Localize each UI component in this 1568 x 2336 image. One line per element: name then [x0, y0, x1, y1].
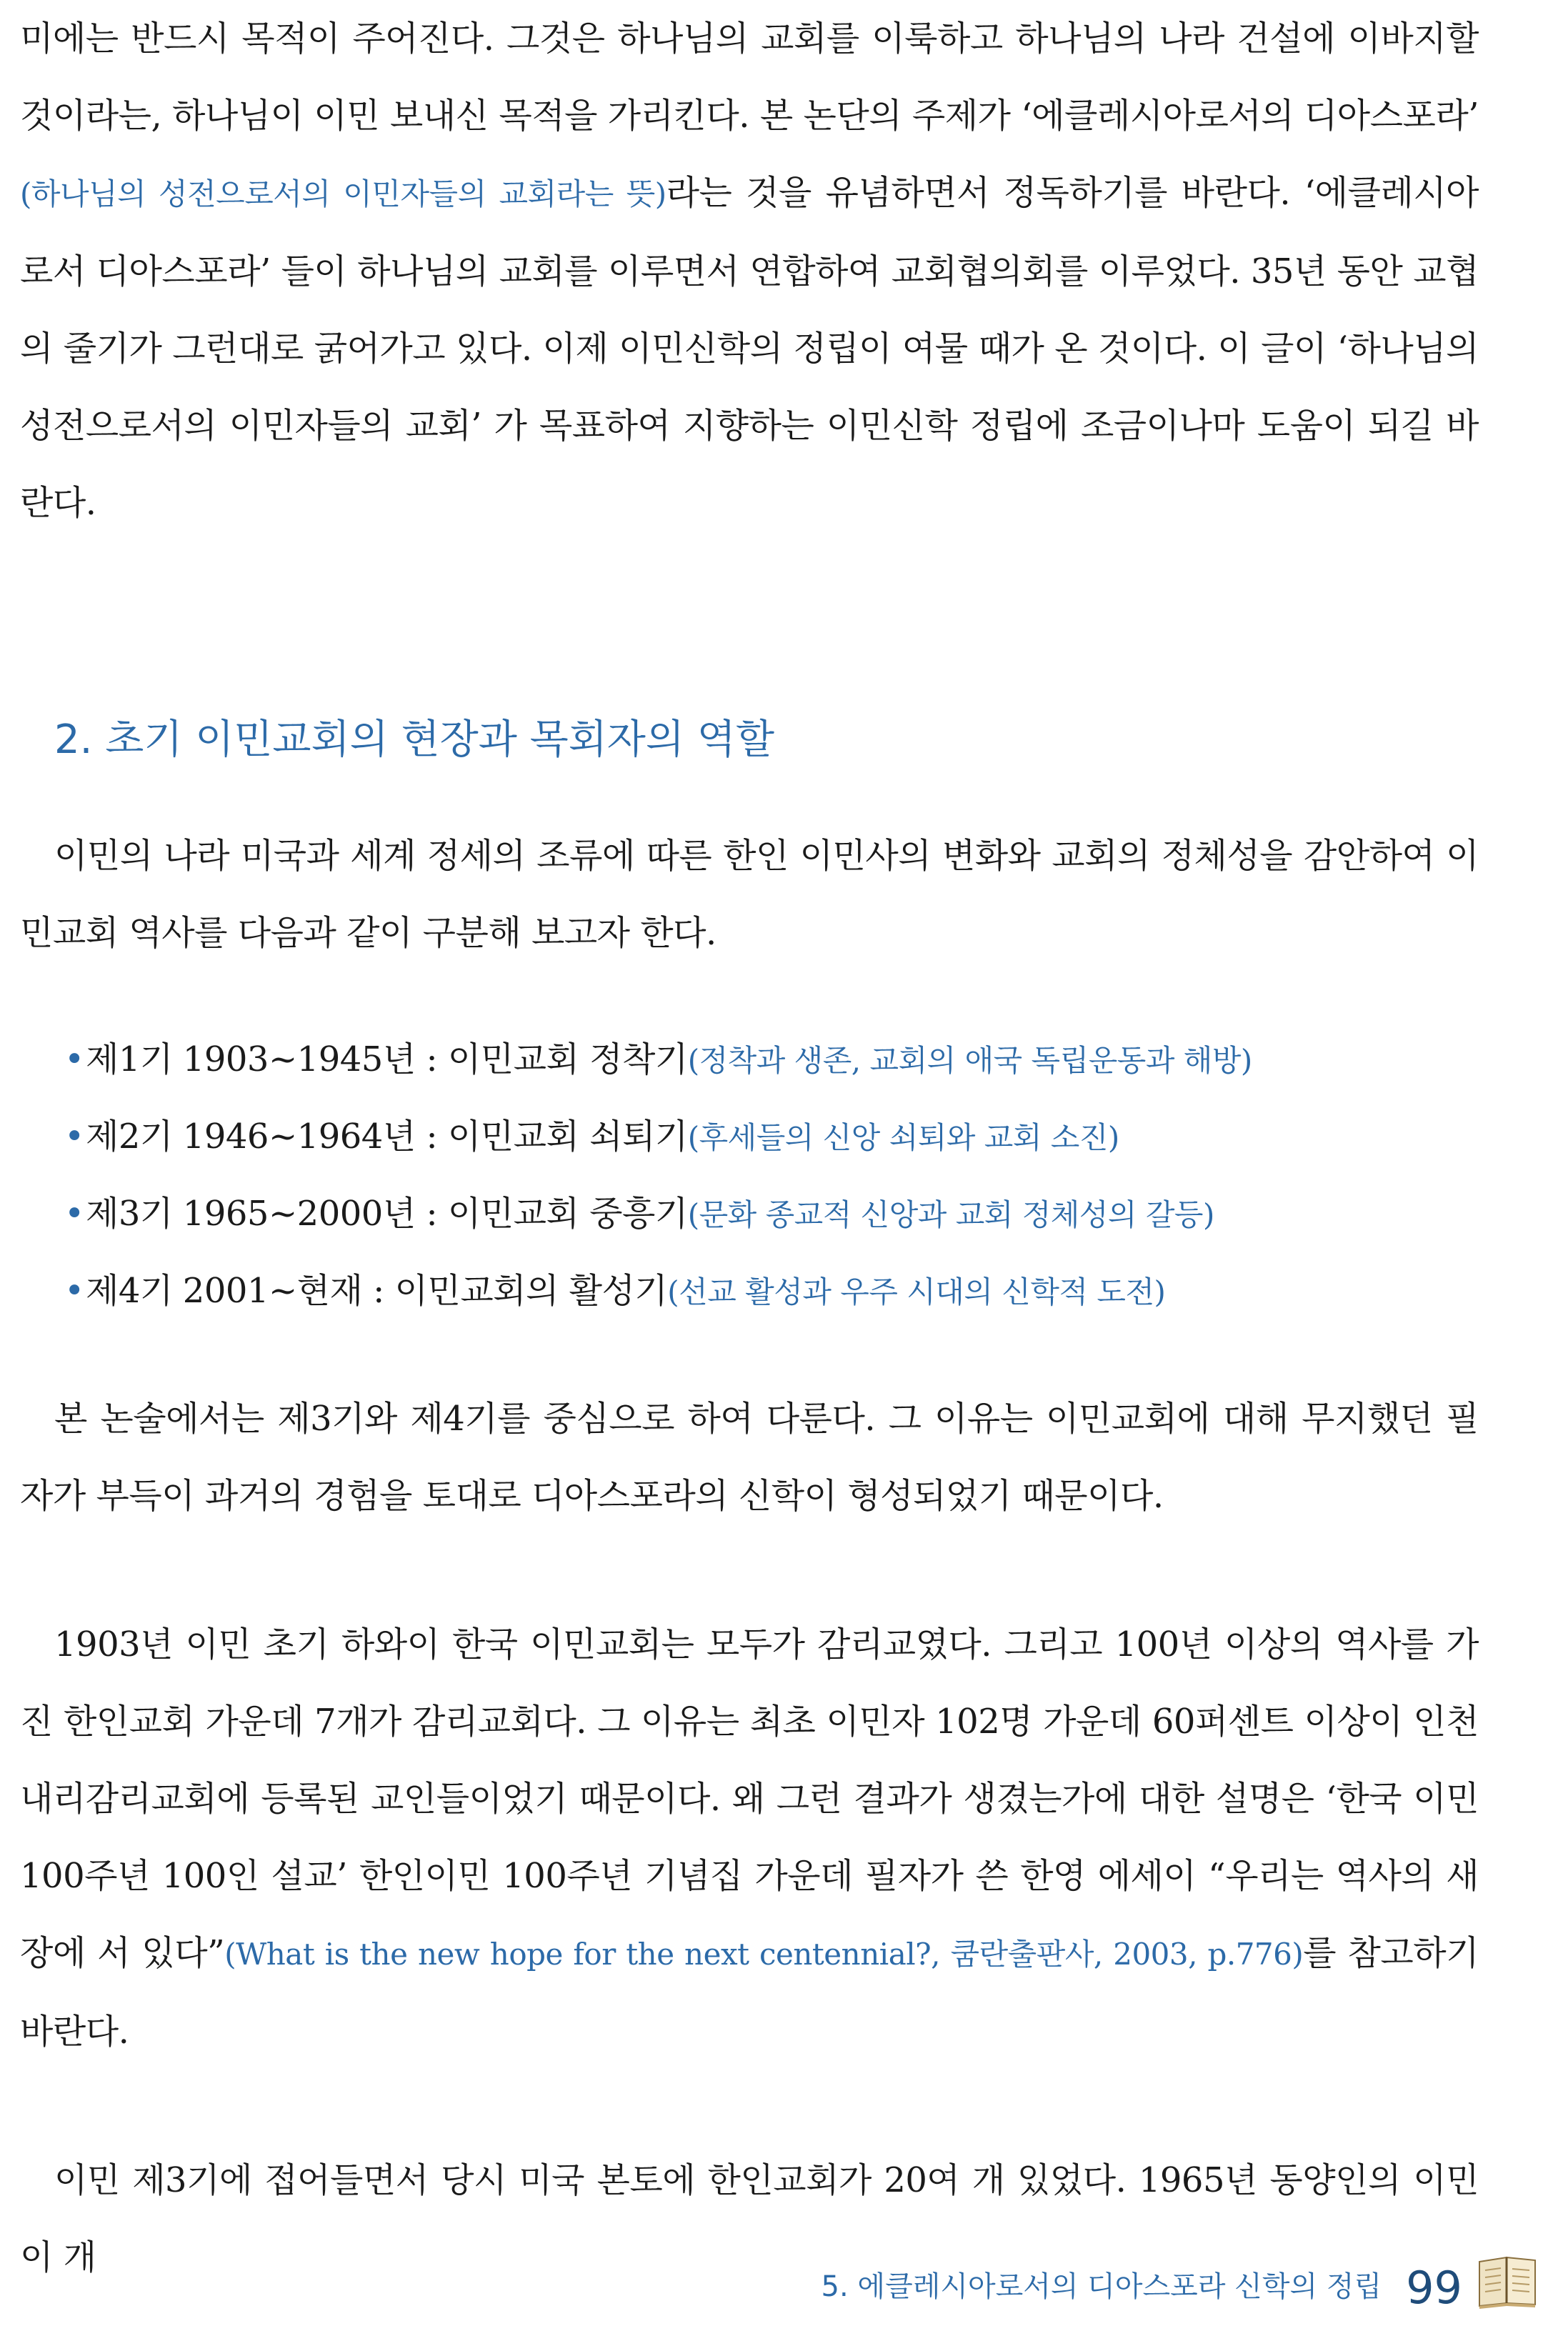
bullet-icon: •: [64, 1117, 84, 1157]
intro-note: (하나님의 성전으로서의 이민자들의 교회라는 뜻): [20, 176, 666, 211]
intro-text-a: 미에는 반드시 목적이 주어진다. 그것은 하나님의 교회를 이룩하고 하나님의 나라 건설에 이바지할 것이라는, 하나님이 이민 보내신 목적을 가리킨다. 본 논단의 주제가 ‘에클레시아로서의 디아스포라’: [20, 19, 1479, 136]
bullet-icon: •: [64, 1194, 84, 1234]
scope-paragraph: 본 논술에서는 제3기와 제4기를 중심으로 하여 다룬다. 그 이유는 이민교회에 대해 무지했던 필자가 부득이 과거의 경험을 토대로 디아스포라의 신학이 형성되었기 때문이다.: [20, 1399, 1479, 1516]
period-label: 제3기: [86, 1194, 173, 1234]
third-period-paragraph: 이민 제3기에 접어들면서 당시 미국 본토에 한인교회가 20여 개 있었다. 1965년 동양인의 이민이 개: [20, 2160, 1479, 2277]
section-heading: 2. 초기 이민교회의 현장과 목회자의 역할: [54, 717, 774, 763]
period-note: (문화 종교적 신앙과 교회 정체성의 갈등): [687, 1197, 1214, 1232]
history-text: 1903년 이민 초기 하와이 한국 이민교회는 모두가 감리교였다. 그리고 100년 이상의 역사를 가진 한인교회 가운데 7개가 감리교회다. 그 이유는 최초 이민자 102명 가운데 60퍼센트 이상이 인천 내리감리교회에 등록된 교인들이었기 때문이다. 왜 그런 결과가 생겼는가에 대한 설명은 ‘한국 이민 100주년 100인 설교’ 한인이민 100주년 기념집 가운데 필자가 쓴 한영 에세이 “우리는 역사의 새 장에 서 있다”: [20, 1624, 1479, 1973]
period-note: (정착과 생존, 교회의 애국 독립운동과 해방): [687, 1043, 1252, 1078]
history-paragraph: [20, 1606, 1479, 2070]
bullet-icon: •: [64, 1271, 84, 1311]
list-item: [64, 1176, 1479, 1253]
period-years: 1965~2000년 : 이민교회 중흥기: [182, 1194, 688, 1234]
period-years: 1946~1964년 : 이민교회 쇠퇴기: [182, 1117, 688, 1157]
list-item: [64, 1022, 1479, 1099]
list-item: [64, 1253, 1479, 1330]
intro-paragraph: [20, 0, 1479, 541]
history-note: (What is the new hope for the next centennial?, 쿰란출판사, 2003, p.776): [224, 1937, 1304, 1972]
list-item: [64, 1099, 1479, 1176]
period-years: 2001~현재 : 이민교회의 활성기: [182, 1271, 668, 1311]
page-content: [20, 0, 1479, 2296]
period-label: 제4기: [86, 1271, 173, 1311]
history-tail: 를 참고하기 바란다.: [20, 1933, 1479, 2052]
page-footer: [821, 2252, 1539, 2314]
period-note: (후세들의 신앙 쇠퇴와 교회 소진): [687, 1120, 1119, 1155]
page-number: 99: [1406, 2262, 1462, 2314]
period-label: 제2기: [86, 1117, 173, 1157]
intro-text-b: 라는 것을 유념하면서 정독하기를 바란다. ‘에클레시아로서 디아스포라’ 들이 하나님의 교회를 이루면서 연합하여 교회협의회를 이루었다. 35년 동안 교협의 줄기가 그런대로 굵어가고 있다. 이제 이민신학의 정립이 여물 때가 온 것이다. 이 글이 ‘하나님의 성전으로서의 이민자들의 교회’ 가 목표하여 지향하는 이민신학 정립에 조금이나마 도움이 되길 바란다.: [20, 173, 1479, 523]
running-footer-title: 5. 에클레시아로서의 디아스포라 신학의 정립: [821, 2270, 1382, 2303]
period-note: (선교 활성과 우주 시대의 신학적 도전): [667, 1274, 1166, 1309]
bullet-icon: •: [64, 1039, 84, 1079]
period-years: 1903~1945년 : 이민교회 정착기: [182, 1039, 688, 1079]
book-icon: [1475, 2252, 1539, 2310]
period-label: 제1기: [86, 1039, 173, 1079]
period-intro-paragraph: 이민의 나라 미국과 세계 정세의 조류에 따른 한인 이민사의 변화와 교회의 정체성을 감안하여 이민교회 역사를 다음과 같이 구분해 보고자 한다.: [20, 836, 1479, 953]
period-list: [20, 1022, 1479, 1330]
